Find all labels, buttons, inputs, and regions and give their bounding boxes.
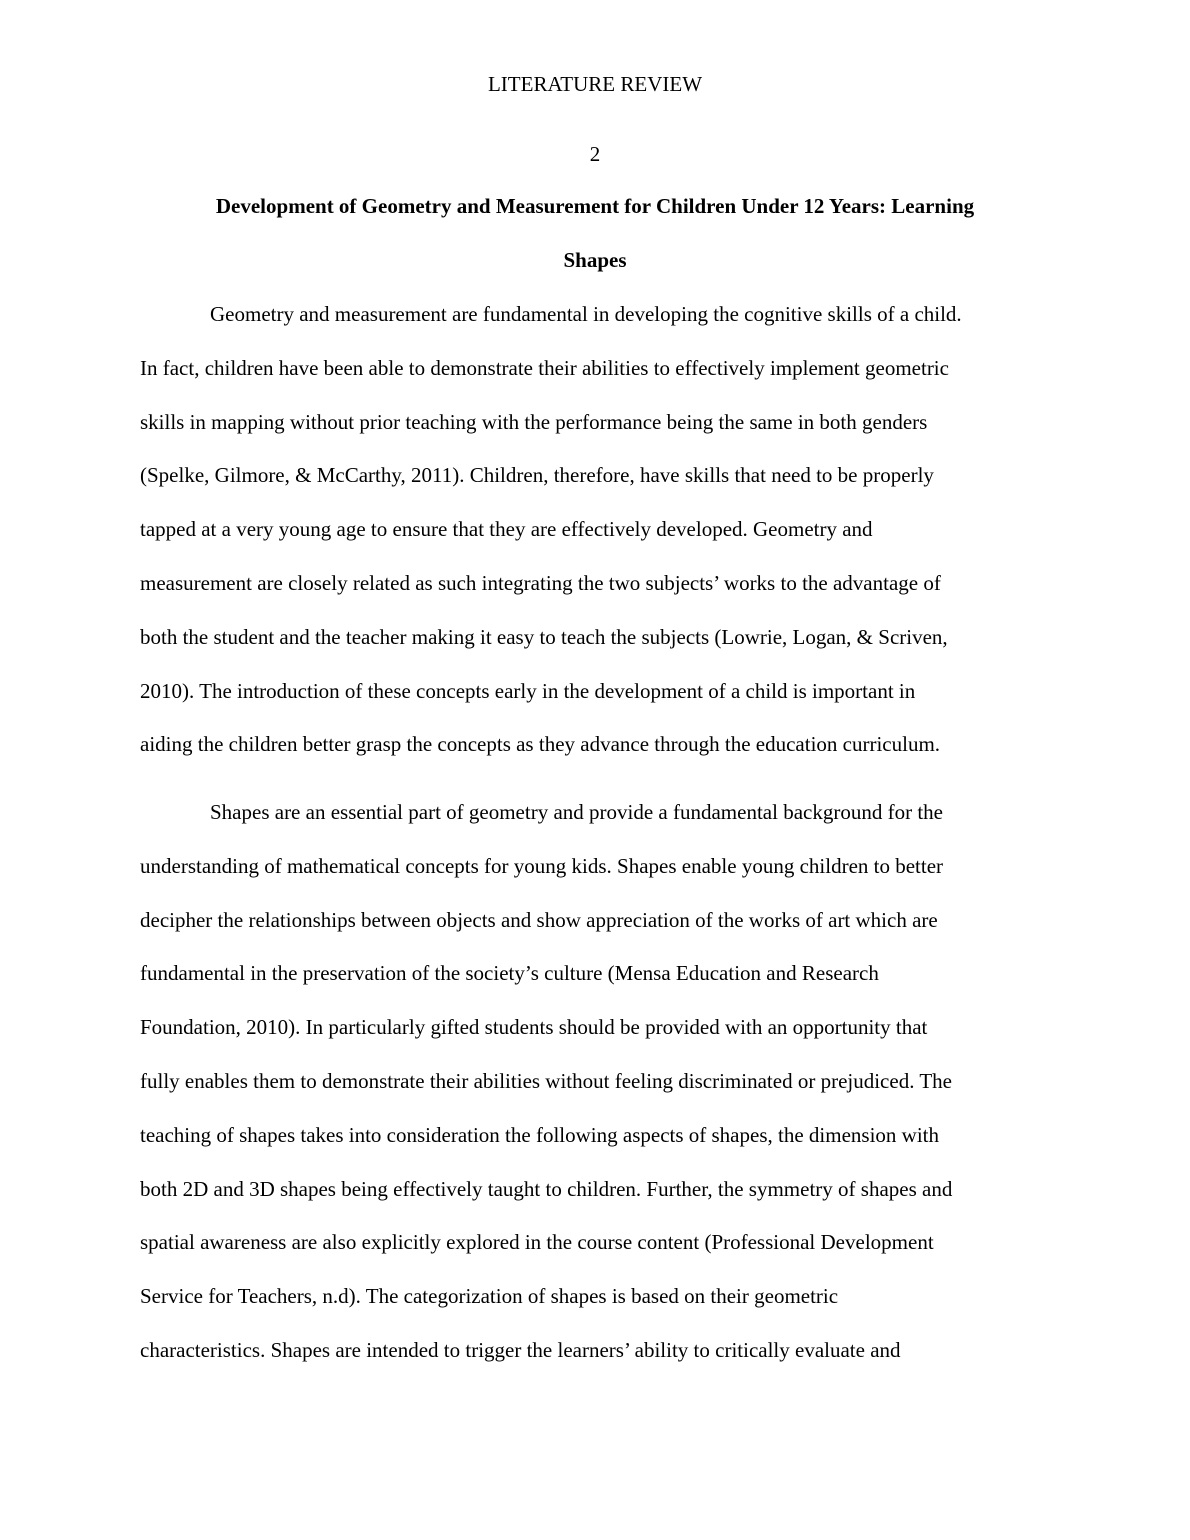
paragraph-line: both the student and the teacher making it easy to teach the subjects (Lowrie, Logan, & Scriven, (140, 624, 948, 649)
paragraph-line: (Spelke, Gilmore, & McCarthy, 2011). Children, therefore, have skills that need to be properly (140, 463, 934, 488)
paragraph-line: Geometry and measurement are fundamental in developing the cognitive skills of a child. (210, 302, 962, 326)
paragraph-line: spatial awareness are also explicitly explored in the course content (Professional Development (140, 1230, 934, 1255)
paragraph-line: Foundation, 2010). In particularly gifted students should be provided with an opportunity that (140, 1015, 928, 1040)
title-line-2: Shapes (563, 247, 627, 272)
paragraph-line: fundamental in the preservation of the society’s culture (Mensa Education and Research (140, 961, 879, 986)
document-title (140, 180, 1050, 288)
paragraph-line: characteristics. Shapes are intended to trigger the learners’ ability to critically evaluate and (140, 1337, 901, 1362)
paragraph-2 (140, 786, 1050, 1378)
title-line-1: Development of Geometry and Measurement for Children Under 12 Years: Learning (215, 194, 975, 218)
running-head: LITERATURE REVIEW (487, 72, 703, 96)
paragraph-line: In fact, children have been able to demonstrate their abilities to effectively implement geometric (140, 355, 949, 380)
paragraph-line: both 2D and 3D shapes being effectively taught to children. Further, the symmetry of shapes and (140, 1176, 953, 1201)
paragraph-line: Service for Teachers, n.d). The categorization of shapes is based on their geometric (140, 1284, 839, 1309)
paragraph-line: understanding of mathematical concepts for young kids. Shapes enable young children to better (140, 853, 944, 878)
paragraph-line: skills in mapping without prior teaching with the performance being the same in both genders (140, 409, 928, 434)
paragraph-line: aiding the children better grasp the concepts as they advance through the education curriculum. (140, 732, 941, 757)
paragraph-line: Shapes are an essential part of geometry and provide a fundamental background for the (210, 800, 943, 824)
paragraph-line: measurement are closely related as such integrating the two subjects’ works to the advantage of (140, 570, 941, 595)
paragraph-line: decipher the relationships between objects and show appreciation of the works of art which are (140, 907, 938, 932)
paragraph-line: fully enables them to demonstrate their abilities without feeling discriminated or prejudiced. The (140, 1068, 952, 1093)
paragraph-line: 2010). The introduction of these concepts early in the development of a child is important in (140, 678, 916, 703)
page-number: 2 (589, 142, 601, 166)
paragraph-line: teaching of shapes takes into consideration the following aspects of shapes, the dimension with (140, 1122, 939, 1147)
paragraph-line: tapped at a very young age to ensure that they are effectively developed. Geometry and (140, 517, 873, 542)
paragraph-1 (140, 288, 1050, 772)
